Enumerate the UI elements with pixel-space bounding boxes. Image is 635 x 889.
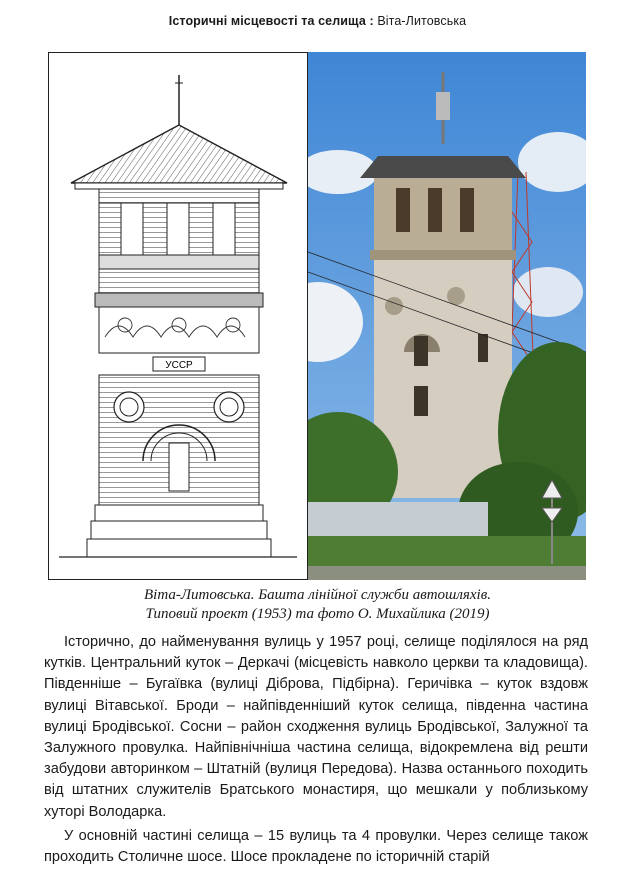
tower-drawing bbox=[48, 52, 308, 580]
caption-line-2: Типовий проект (1953) та фото О. Михайлика (2019) bbox=[145, 606, 490, 622]
tower-photo bbox=[308, 52, 586, 580]
drawing-plaque-label: УССР bbox=[165, 360, 193, 371]
header-place-name: Віта-Литовська bbox=[377, 14, 467, 28]
figure bbox=[48, 52, 586, 580]
tower-drawing-svg bbox=[49, 53, 307, 579]
figure-caption bbox=[0, 586, 635, 624]
paragraph: У основній частині селища – 15 вулиць та 4 провулки. Через селище також проходить Столичне шосе. Шосе прокладене по історичній старій bbox=[44, 827, 588, 866]
caption-line-1: Віта-Литовська. Башта лінійної служби автошляхів. bbox=[144, 587, 491, 603]
paragraph: Історично, до найменування вулиць у 1957 році, селище поділялося на ряд кутків. Центральний куток – Деркачі (місцевість навколо церкви та кладовища). Південніше – Бугаївка (вулиці Діброва, Підбірна). Геричівка – куток вздовж вулиці Вітавської. Броди – найпівденніший куток селища, південна частина вулиці Бродівської. Сосни – район сходження вулиць Бродівської, Залужної та Залужного провулка. Найпівнічніша частина селища, відокремлена від решти забудови авторинком – Штатній (вулиця Передова). Назва останнього походить від штатних служителів Братського монастиря, що мешкали у поблизькому хуторі Володарка. bbox=[44, 634, 588, 820]
body-text bbox=[44, 632, 588, 868]
running-header bbox=[0, 14, 635, 28]
tower-photo-svg bbox=[308, 52, 586, 580]
header-section-title: Історичні місцевості та селища : bbox=[168, 14, 374, 28]
